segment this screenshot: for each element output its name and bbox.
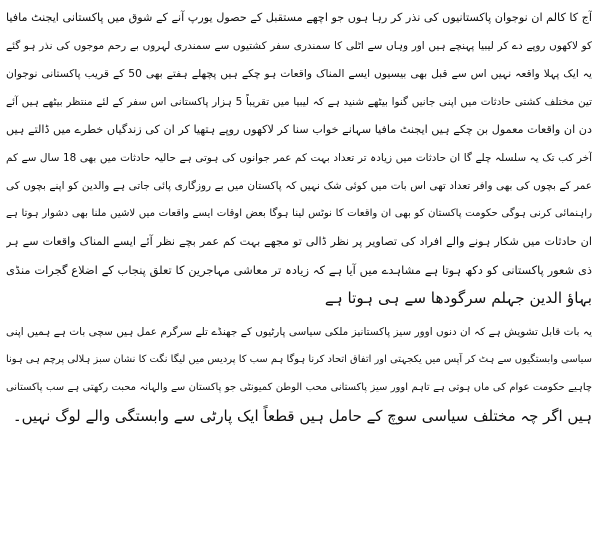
- text-line: آج کا کالم ان نوجوان پاکستانیوں کی نذر کر رہا ہوں جو اچھے مستقبل کے حصول یورپ آنے کے شوق میں پاکستانی ایجنٹ مافیا: [6, 11, 592, 24]
- text-line: راہنمائی کرنی ہوگی حکومت پاکستان کو بھی ان واقعات کا نوٹس لینا ہوگا بعض اوقات ایسے واقعات میں لاشیں ملنا بھی دشوار ہوتا ہے: [6, 208, 592, 219]
- text-line: بہاؤ الدین جہلم سرگودھا سے ہی ہوتا ہے: [324, 289, 592, 307]
- urdu-article-body: [6, 4, 592, 430]
- text-line: یہ بات قابل تشویش ہے کہ ان دنوں اوور سیز پاکستانیز ملکی سیاسی پارٹیوں کے جھنڈے تلے سرگرم عمل ہیں سچی بات ہے ہمیں اپنی: [6, 326, 592, 338]
- text-line: ذی شعور پاکستانی کو دکھ ہوتا ہے مشاہدے میں آیا ہے کہ زیادہ تر معاشی مہاجرین کا تعلق پنجاب کے اضلاع گجرات منڈی: [6, 263, 592, 277]
- paragraph-1: [6, 4, 592, 312]
- text-line: ہیں اگر چہ مختلف سیاسی سوچ کے حامل ہیں قطعاً ایک پارٹی سے وابستگی والے لوگ نہیں۔: [12, 407, 592, 425]
- text-line: تین مختلف کشتی حادثات میں اپنی جانیں گنوا بیٹھے شنید ہے کہ لیبیا میں تقریباً 5 ہزار پاکستانی اس سفر کے لئے منتظر بیٹھے ہیں آئے: [6, 96, 592, 108]
- text-line: عمر کے بچوں کی بھی وافر تعداد تھی اس بات میں کوئی شک نہیں کہ پاکستان میں بے روزگاری پائی جاتی ہے والدین کو اپنے بچوں کی: [6, 180, 592, 192]
- text-line: ان حادثات میں شکار ہونے والے افراد کی تصاویر پر نظر ڈالی تو مجھے بہت کم عمر بچے نظر آئے ایسے المناک واقعات سے ہر: [6, 235, 592, 248]
- text-line: آخر کب تک یہ سلسلہ چلے گا ان حادثات میں زیادہ تر تعداد بہت کم عمر جوانوں کی ہوتی ہے حالیہ حادثات میں بھی 18 سال سے کم: [6, 152, 592, 164]
- text-line: چاہیے حکومت عوام کی ماں ہوتی ہے تاہم اوور سیز پاکستانی محب الوطن کمیونٹی جو پاکستان سے والہانہ محبت رکھتی ہے سب پاکستانی: [6, 382, 592, 393]
- text-line: سیاسی وابستگیوں سے ہٹ کر آپس میں یکجہتی اور اتفاق اتحاد کرنا ہوگا ہم سب کا پردیس میں لیگا نگت کا نشان سبز ہلالی پرچم ہی ہونا: [6, 354, 592, 365]
- text-line: دن ان واقعات معمول بن چکے ہیں ایجنٹ مافیا سہانے خواب سنا کر لاکھوں روپے ہتھیا کر ان کی زندگیاں خطرے میں ڈالتے ہیں: [6, 123, 592, 136]
- text-line: یہ ایک پہلا واقعہ نہیں اس سے قبل بھی بیسیوں ایسے المناک واقعات ہو چکے ہیں پچھلے ہفتے بھی 50 کے قریب پاکستانی نوجوان: [6, 67, 592, 80]
- text-line: کو لاکھوں روپے دے کر لیبیا پہنچے ہیں اور وہاں سے اٹلی کا سمندری سفر کشتیوں سے سمندری لہروں بے رحم موجوں کی نذر ہو گئے: [6, 40, 592, 52]
- paragraph-2: [6, 318, 592, 430]
